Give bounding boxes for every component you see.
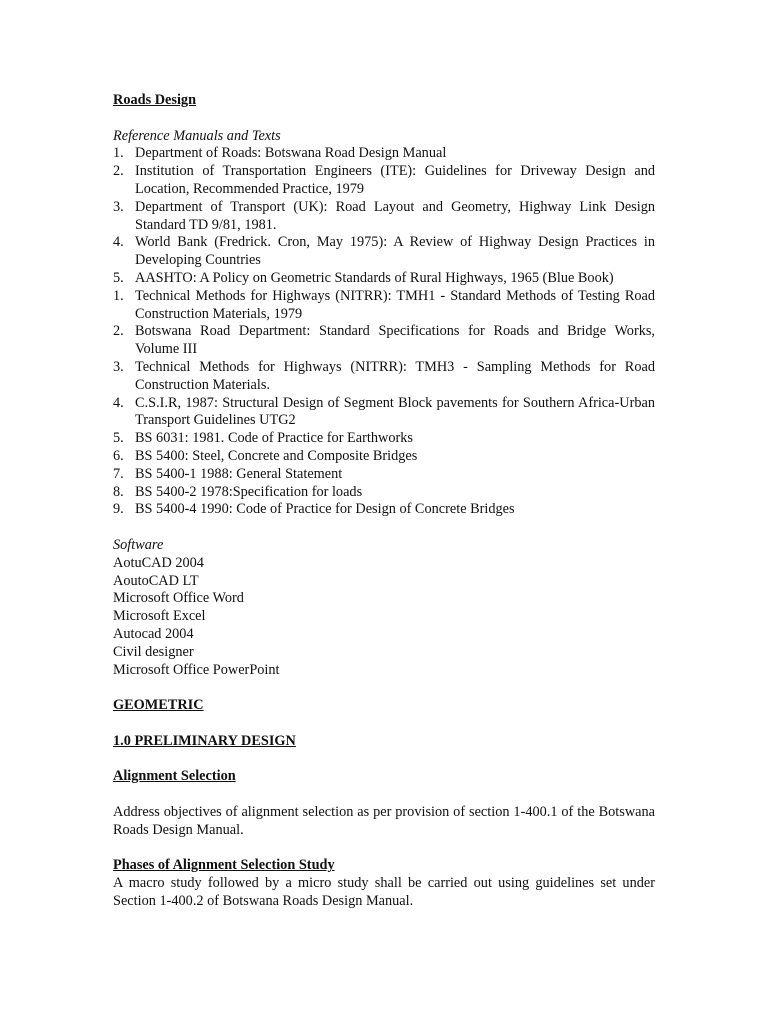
list-item: Microsoft Office PowerPoint — [113, 661, 280, 678]
list-text: BS 5400-2 1978:Specification for loads — [135, 483, 363, 500]
reference-heading: Reference Manuals and Texts — [113, 127, 281, 144]
list-number: 1. — [113, 287, 124, 304]
list-number: 3. — [113, 198, 124, 215]
list-text: BS 5400: Steel, Concrete and Composite Bridges — [135, 447, 418, 464]
software-heading: Software — [113, 536, 164, 553]
list-item — [113, 323, 655, 359]
list-item — [113, 359, 655, 395]
list-item: Civil designer — [113, 643, 194, 660]
list-item — [113, 395, 655, 431]
list-item — [113, 430, 655, 448]
list-item — [113, 466, 655, 484]
phases-paragraph: A macro study followed by a micro study shall be carried out using guidelines set under Section 1-400.2 of Botswana Roads Design Manual. — [113, 875, 655, 909]
list-text: Technical Methods for Highways (NITRR): TMH3 - Sampling Methods for Road Construction Materials. — [135, 358, 655, 393]
reference-list-a — [113, 145, 655, 287]
list-text: Technical Methods for Highways (NITRR): TMH1 - Standard Methods of Testing Road Construction Materials, 1979 — [135, 287, 655, 322]
list-item — [113, 199, 655, 235]
list-text: Institution of Transportation Engineers (ITE): Guidelines for Driveway Design and Location, Recommended Practice, 1979 — [135, 163, 655, 197]
list-item: AotuCAD 2004 — [113, 554, 204, 571]
software-list — [113, 555, 655, 680]
alignment-selection-heading: Alignment Selection — [113, 768, 236, 785]
geometric-heading: GEOMETRIC — [113, 697, 204, 714]
list-number: 7. — [113, 465, 124, 482]
list-item — [113, 234, 655, 270]
list-text: AASHTO: A Policy on Geometric Standards of Rural Highways, 1965 (Blue Book) — [135, 269, 614, 286]
list-number: 2. — [113, 323, 124, 340]
list-item — [113, 484, 655, 502]
list-number: 8. — [113, 483, 124, 500]
list-number: 2. — [113, 163, 124, 180]
list-number: 5. — [113, 430, 124, 447]
list-text: Department of Roads: Botswana Road Design Manual — [135, 145, 447, 162]
list-text: BS 5400-4 1990: Code of Practice for Design of Concrete Bridges — [135, 501, 515, 518]
list-number: 9. — [113, 501, 124, 518]
list-item — [113, 163, 655, 199]
list-text: World Bank (Fredrick. Cron, May 1975): A Review of Highway Design Practices in Developing Countries — [135, 234, 655, 269]
list-text: BS 5400-1 1988: General Statement — [135, 465, 343, 482]
list-item — [113, 501, 655, 519]
list-number: 6. — [113, 447, 124, 464]
list-text: C.S.I.R, 1987: Structural Design of Segment Block pavements for Southern Africa-Urban Transport Guidelines UTG2 — [135, 394, 655, 429]
list-item: AoutoCAD LT — [113, 572, 199, 589]
list-item — [113, 145, 655, 163]
document-title: Roads Design — [113, 92, 197, 108]
document-content — [113, 92, 655, 911]
list-number: 5. — [113, 269, 124, 286]
list-number: 3. — [113, 358, 124, 375]
phases-heading: Phases of Alignment Selection Study — [113, 857, 335, 874]
list-item: Autocad 2004 — [113, 625, 194, 642]
list-number: 4. — [113, 234, 124, 251]
list-text: Department of Transport (UK): Road Layout and Geometry, Highway Link Design Standard TD 9/81, 1981. — [135, 198, 655, 233]
list-item: Microsoft Excel — [113, 608, 206, 625]
preliminary-design-heading: 1.0 PRELIMINARY DESIGN — [113, 732, 296, 749]
list-item — [113, 270, 655, 288]
reference-list-b — [113, 288, 655, 519]
list-item — [113, 448, 655, 466]
list-number: 1. — [113, 145, 124, 162]
alignment-paragraph: Address objectives of alignment selection as per provision of section 1-400.1 of the Botswana Roads Design Manual. — [113, 803, 655, 838]
list-item — [113, 288, 655, 324]
list-text: Botswana Road Department: Standard Specifications for Roads and Bridge Works, Volume III — [135, 323, 655, 358]
list-number: 4. — [113, 394, 124, 411]
list-item: Microsoft Office Word — [113, 590, 244, 607]
list-text: BS 6031: 1981. Code of Practice for Earthworks — [135, 430, 413, 447]
